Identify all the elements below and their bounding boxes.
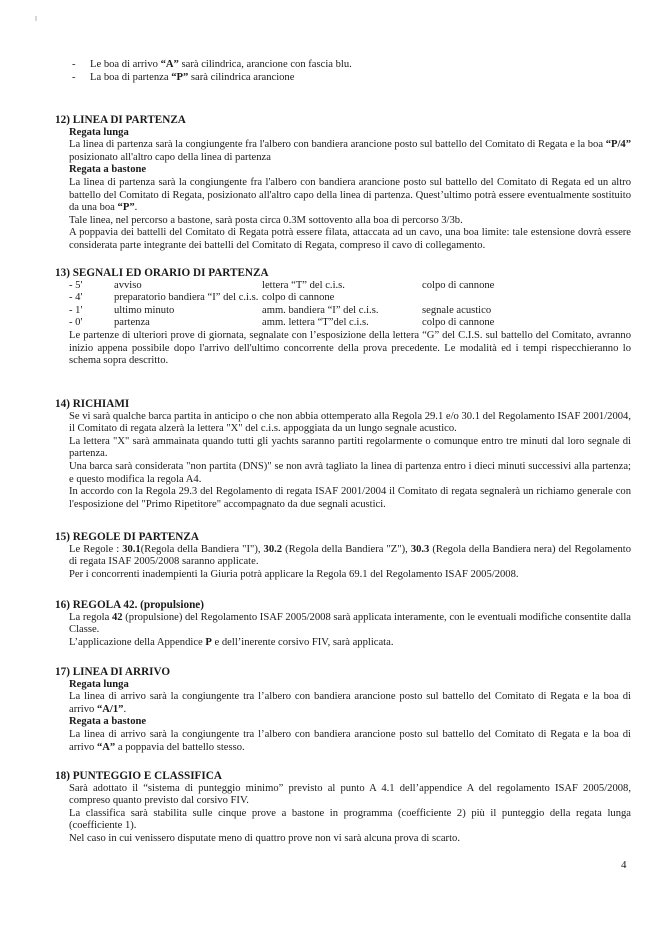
subheading: Regata lunga [69, 678, 129, 690]
section-heading: 14) RICHIAMI [55, 398, 130, 410]
signal-flag: amm. bandiera “I” del c.i.s. [262, 304, 379, 316]
signal-name: avviso [114, 279, 142, 291]
bullet-dash: - [72, 59, 76, 70]
signal-sound: colpo di cannone [422, 317, 495, 329]
signal-name: ultimo minuto [114, 304, 175, 316]
signal-time: - 4' [69, 292, 83, 304]
paragraph: La linea di partenza sarà la congiungente fra l'albero con bandiera arancione posto sul battello del Comitato di Regata e la boa “P/4” posizionato all'altro capo della linea di partenza [69, 139, 631, 163]
signal-sound: colpo di cannone [422, 279, 495, 291]
signal-flag: colpo di cannone [262, 292, 335, 304]
signal-flag: lettera “T” del c.i.s. [262, 279, 345, 291]
paragraph: La regola 42 (propulsione) del Regolamento ISAF 2005/2008 sarà applicata interamente, con le eventuali modifiche consentite dalla Classe. [69, 611, 631, 636]
list-item-text: Le boa di arrivo “A” sarà cilindrica, arancione con fascia blu. [90, 59, 352, 70]
list-item [72, 59, 632, 72]
paragraph: Per i concorrenti inadempienti la Giuria potrà applicare la Regola 69.1 del Regolamento ISAF 2005/2008. [69, 568, 519, 580]
list-item [72, 72, 632, 85]
signal-time: - 5' [69, 279, 83, 291]
paragraph: Le Regole : 30.1(Regola della Bandiera "I"), 30.2 (Regola della Bandiera "Z"), 30.3 (Regola della Bandiera nera) del Regolamento di regata ISAF 2005/2008 saranno applicate. [69, 543, 632, 568]
section-heading: 17) LINEA DI ARRIVO [55, 666, 171, 678]
scan-mark [35, 16, 37, 21]
section-17 [55, 666, 631, 754]
paragraph: Una barca sarà considerata "non partita (DNS)" se non avrà tagliato la linea di partenza entro i dieci minuti successivi alla partenza; e questo modifica la regola A4. [69, 460, 631, 485]
signal-table [69, 280, 631, 330]
paragraph: La lettera "X" sarà ammainata quando tutti gli yachts saranno partiti regolarmente o comunque entro tre minuti dal loro segnale di partenza. [69, 435, 631, 460]
paragraph: La classifica sarà stabilita sulle cinque prove a bastone in programma (coefficiente 2) più il punteggio della regata lunga (coefficiente 1). [69, 807, 631, 832]
subheading: Regata a bastone [69, 164, 147, 176]
section-16 [55, 599, 631, 649]
paragraph: Sarà adottato il “sistema di punteggio minimo” previsto al punto A 4.1 dell’appendice A del regolamento ISAF 2005/2008, compreso quanto previsto dal corsivo FIV. [69, 782, 631, 807]
signal-time: - 1' [69, 304, 83, 316]
section-heading: 15) REGOLE DI PARTENZA [55, 531, 199, 543]
paragraph: La linea di arrivo sarà la congiungente tra l’albero con bandiera arancione posto sul battello del Comitato di Regata e la boa di arrivo “A/1”. [69, 691, 631, 715]
section-heading: 18) PUNTEGGIO E CLASSIFICA [55, 770, 222, 782]
section-heading: 12) LINEA DI PARTENZA [55, 114, 186, 126]
signal-name: preparatorio bandiera “I” del c.i.s. [114, 292, 259, 304]
list-item-text: La boa di partenza “P” sarà cilindrica arancione [90, 71, 295, 83]
paragraph: La linea di partenza sarà la congiungente fra l'albero con bandiera arancione posto sul battello del Comitato di Regata ed un altro battello del Comitato di Regata, posizionato all'altro capo della linea di partenza. Quest’ultimo potrà essere eventualmente sostituito da una boa “P”. [69, 176, 631, 214]
signal-sound [422, 292, 542, 305]
paragraph: La linea di arrivo sarà la congiungente tra l’albero con bandiera arancione posto sul battello del Comitato di Regata e la boa di arrivo “A” a poppavia del battello stesso. [69, 728, 631, 753]
paragraph: L’applicazione della Appendice P e dell’inerente corsivo FIV, sarà applicata. [69, 636, 394, 648]
page-number: 4 [621, 859, 627, 871]
signal-flag: amm. lettera “T”del c.i.s. [262, 317, 369, 329]
section-14 [55, 398, 631, 511]
subheading: Regata a bastone [69, 716, 147, 728]
section-15 [55, 531, 631, 581]
buoy-list [72, 59, 632, 84]
paragraph: A poppavia dei battelli del Comitato di Regata potrà essere filata, attaccata ad un cavo, una boa limite: tale estensione dovrà essere considerata parte integrante dei battelli del Comitato di Regata, compreso il cavo di collegamento. [69, 227, 631, 251]
paragraph: Se vi sarà qualche barca partita in anticipo o che non abbia ottemperato alla Regola 29.1 e/o 30.1 del Regolamento ISAF 2001/2004, il Comitato di regata alzerà la lettera "X" del c.i.s. appoggiata da un lungo segnale acustico. [69, 410, 631, 435]
section-heading: 13) SEGNALI ED ORARIO DI PARTENZA [55, 267, 269, 279]
section-13 [55, 267, 631, 368]
signal-time: - 0' [69, 317, 83, 329]
paragraph: In accordo con la Regola 29.3 del Regolamento di regata ISAF 2001/2004 il Comitato di regata segnalerà un richiamo generale con l'esposizione del "Primo Ripetitore" accompagnato da due segnali acustici. [69, 486, 631, 510]
signal-sound: segnale acustico [422, 304, 492, 316]
paragraph: Le partenze di ulteriori prove di giornata, segnalate con l’esposizione della lettera “G” del C.I.S. sul battello del Comitato, avranno inizio appena possibile dopo l'arrivo dell'ultimo concorrente della prova precedente. Le modalità ed i tempi rispecchieranno lo schema sopra descritto. [69, 329, 631, 367]
paragraph: Nel caso in cui venissero disputate meno di quattro prove non vi sarà alcuna prova di scarto. [69, 832, 460, 844]
section-heading: 16) REGOLA 42. (propulsione) [55, 599, 204, 611]
section-12 [55, 114, 631, 253]
paragraph: Tale linea, nel percorso a bastone, sarà posta circa 0.3M sottovento alla boa di percorso 3/3b. [69, 214, 463, 226]
bullet-dash: - [72, 71, 76, 83]
signal-name: partenza [114, 317, 150, 329]
section-18 [55, 770, 631, 846]
subheading: Regata lunga [69, 126, 129, 138]
